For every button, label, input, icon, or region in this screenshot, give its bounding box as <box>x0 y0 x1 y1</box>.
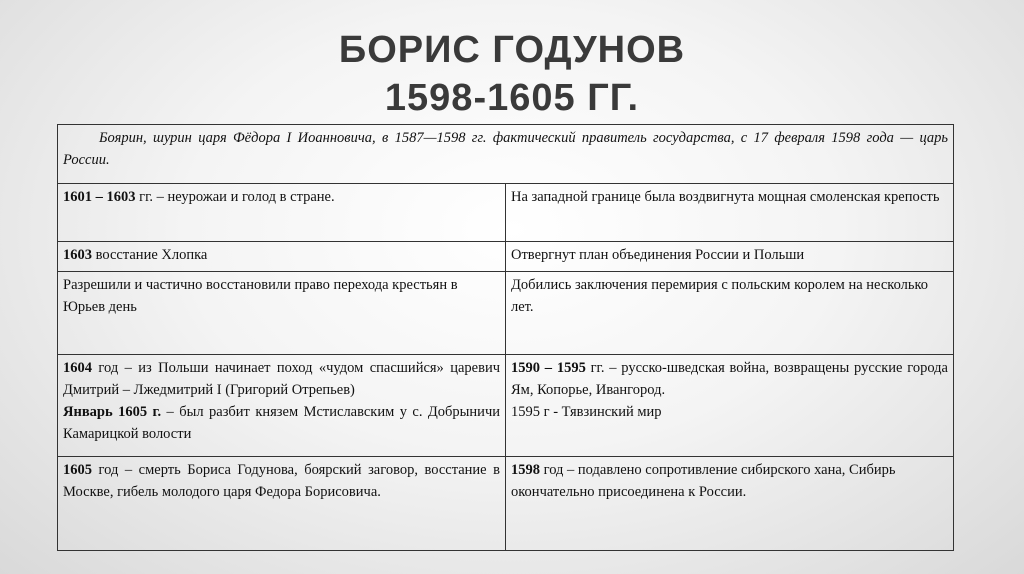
intro-cell: Боярин, шурин царя Фёдора I Иоанновича, в 1587—1598 гг. фактический правитель государства, с 17 февраля 1598 года — царь России. <box>58 125 954 184</box>
left-cell: Разрешили и частично восстановили право перехода крестьян в Юрьев день <box>58 271 506 355</box>
left-text-2: – был разбит князем Мстиславским у с. Добрыничи Камарицкой волости <box>63 404 500 443</box>
right-cell: Добились заключения перемирия с польским королем на несколько лет. <box>506 271 954 355</box>
date-label: Январь 1605 г. <box>63 404 162 421</box>
right-text: гг. – русско-шведская война, возвращены русские города Ям, Копорье, Ивангород. <box>511 360 948 399</box>
table-row <box>58 242 954 271</box>
table-row <box>58 355 954 457</box>
left-text: гг. – неурожаи и голод в стране. <box>135 188 335 205</box>
events-table <box>57 124 954 551</box>
slide-title <box>0 26 1024 122</box>
right-cell: Отвергнут план объединения России и Польши <box>506 242 954 271</box>
left-text: год – смерть Бориса Годунова, боярский заговор, восстание в Москве, гибель молодого царя Федора Борисовича. <box>63 461 500 500</box>
left-cell <box>58 242 506 271</box>
left-cell <box>58 456 506 550</box>
year-label: 1604 <box>63 360 92 377</box>
left-text: год – из Польши начинает поход «чудом спасшийся» царевич Дмитрий – Лжедмитрий I (Григорий Отрепьев) <box>63 360 500 399</box>
table-row <box>58 183 954 242</box>
right-cell: На западной границе была воздвигнута мощная смоленская крепость <box>506 183 954 242</box>
left-cell <box>58 355 506 457</box>
year-label: 1605 <box>63 461 92 478</box>
right-cell <box>506 456 954 550</box>
right-text: год – подавлено сопротивление сибирского хана, Сибирь окончательно присоединена к России. <box>511 461 896 500</box>
right-text-2: 1595 г - Тявзинский мир <box>511 404 662 421</box>
title-line-1: БОРИС ГОДУНОВ <box>338 29 686 71</box>
left-text: восстание Хлопка <box>92 247 208 264</box>
year-label: 1603 <box>63 247 92 264</box>
left-cell <box>58 183 506 242</box>
right-cell <box>506 355 954 457</box>
year-label: 1598 <box>511 461 540 478</box>
year-label: 1601 – 1603 <box>63 188 136 205</box>
intro-row <box>58 125 954 184</box>
year-label: 1590 – 1595 <box>511 360 586 377</box>
title-line-2: 1598-1605 ГГ. <box>384 77 640 119</box>
table-row <box>58 456 954 550</box>
table-row <box>58 271 954 355</box>
